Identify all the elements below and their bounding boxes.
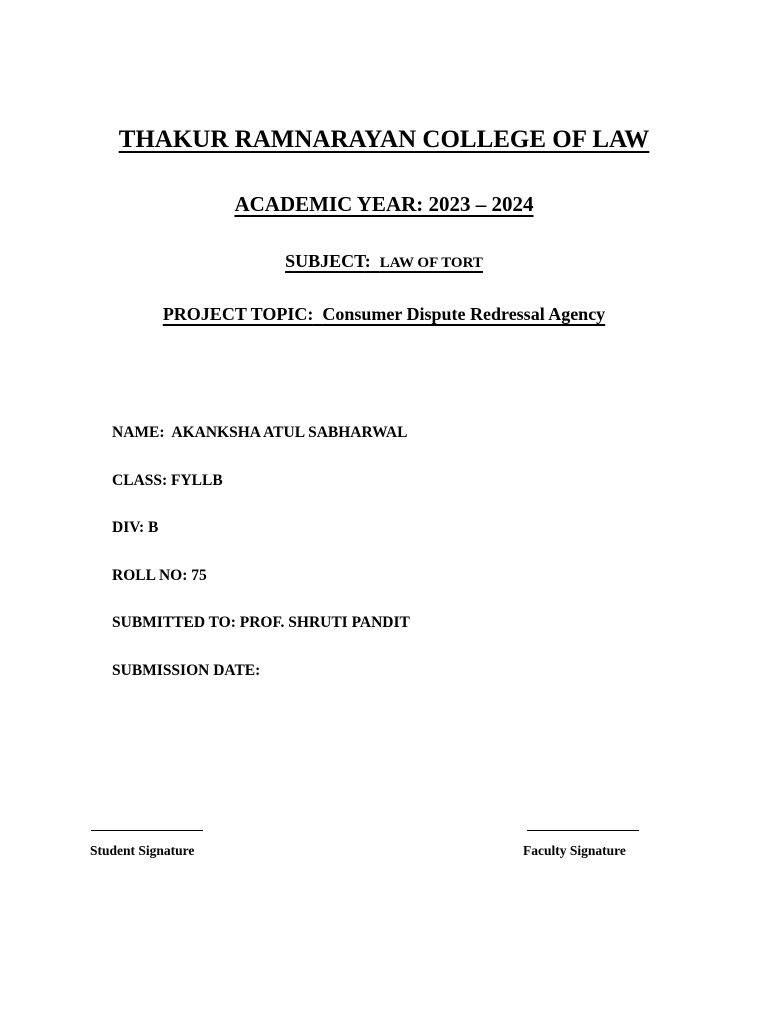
subject-value: LAW OF TORT [379, 255, 483, 271]
student-signature-line [91, 830, 203, 831]
student-name: NAME: AKANKSHA ATUL SABHARWAL [112, 424, 408, 441]
academic-year-text: ACADEMIC YEAR: 2023 – 2024 [234, 192, 534, 216]
student-class: CLASS: FYLLB [112, 472, 223, 489]
project-value: Consumer Dispute Redressal Agency [322, 304, 606, 324]
student-division: DIV: B [112, 519, 159, 536]
project-topic [0, 304, 768, 325]
submission-date: SUBMISSION DATE: [112, 662, 261, 679]
faculty-signature-label: Faculty Signature [523, 843, 626, 858]
project-label: PROJECT TOPIC: [162, 304, 314, 324]
college-title [0, 126, 768, 154]
student-signature-label: Student Signature [90, 843, 195, 858]
project-topic-text [163, 304, 605, 324]
subject-label: SUBJECT: LAW OF TORT [285, 251, 483, 271]
academic-year [0, 192, 768, 217]
college-title-text: THAKUR RAMNARAYAN COLLEGE OF LAW [118, 126, 650, 153]
subject-line [0, 251, 768, 272]
submitted-to: SUBMITTED TO: PROF. SHRUTI PANDIT [112, 614, 410, 631]
faculty-signature-line [527, 830, 639, 831]
roll-number: ROLL NO: 75 [112, 567, 207, 584]
